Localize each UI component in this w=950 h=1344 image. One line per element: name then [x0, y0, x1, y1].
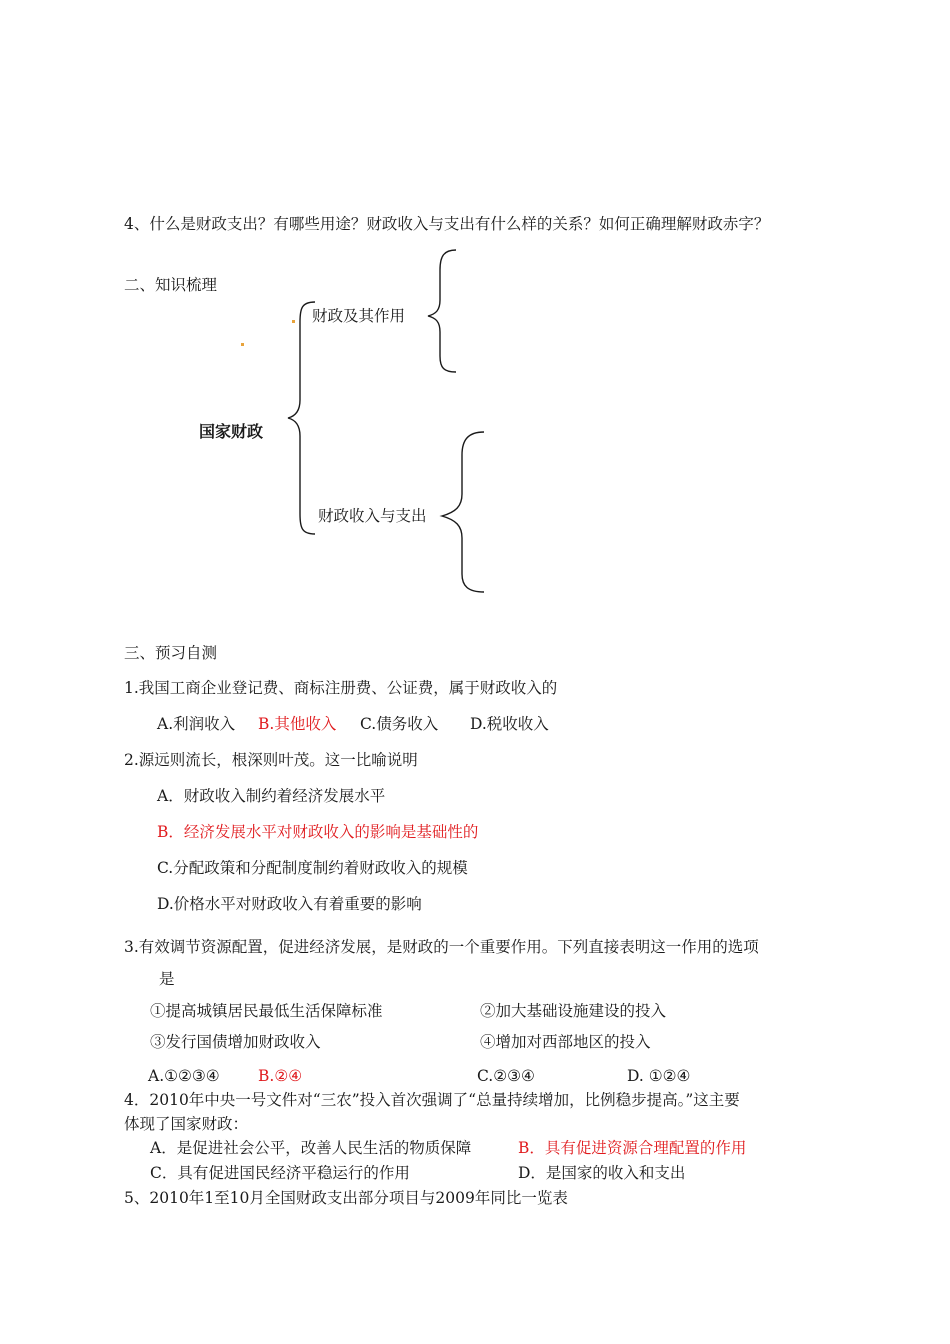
- q1-option-d: D.税收收入: [470, 715, 549, 733]
- q4-option-a: A．是促进社会公平，改善人民生活的物质保障: [150, 1139, 472, 1157]
- q4-stem-line2: 体现了国家财政：: [124, 1115, 249, 1133]
- q2-option-b: B．经济发展水平对财政收入的影响是基础性的: [157, 823, 479, 841]
- q5-stem: 5、2010年1至10月全国财政支出部分项目与2009年同比一览表: [124, 1189, 568, 1207]
- q4-option-c: C．具有促进国民经济平稳运行的作用: [150, 1164, 410, 1182]
- q1-option-a: A.利润收入: [157, 715, 236, 733]
- q3-item-2: ②加大基础设施建设的投入: [480, 1002, 667, 1020]
- q2-option-c: C.分配政策和分配制度制约着财政收入的规模: [157, 859, 468, 877]
- q4-option-b: B．具有促进资源合理配置的作用: [518, 1139, 747, 1157]
- q3-item-3: ③发行国债增加财政收入: [150, 1033, 321, 1051]
- q2-option-d: D.价格水平对财政收入有着重要的影响: [157, 895, 422, 913]
- q4-stem-line1: 4．2010年中央一号文件对“三农”投入首次强调了“总量持续增加，比例稳步提高。”这主要: [124, 1091, 740, 1109]
- branch-finance-role: 财政及其作用: [312, 307, 406, 325]
- q3-option-d: D. ①②④: [627, 1067, 691, 1085]
- q3-item-1: ①提高城镇居民最低生活保障标准: [150, 1002, 383, 1020]
- q3-stem-line2: 是: [159, 970, 175, 988]
- lower-sub-brace: [442, 432, 484, 592]
- decorative-mark: [241, 343, 244, 346]
- q3-option-a: A.①②③④: [148, 1067, 220, 1085]
- q3-option-b: B.②④: [258, 1067, 303, 1085]
- section-2-heading: 二、知识梳理: [124, 276, 218, 294]
- q2-option-a: A．财政收入制约着经济发展水平: [157, 787, 386, 805]
- q3-option-c: C.②③④: [477, 1067, 535, 1085]
- q1-option-b: B.其他收入: [258, 715, 337, 733]
- q1-stem: 1.我国工商企业登记费、商标注册费、公证费，属于财政收入的: [124, 679, 558, 697]
- q3-item-4: ④增加对西部地区的投入: [480, 1033, 651, 1051]
- q1-option-c: C.债务收入: [360, 715, 439, 733]
- root-national-finance: 国家财政: [199, 422, 264, 441]
- upper-sub-brace: [428, 250, 456, 372]
- q4-option-d: D．是国家的收入和支出: [518, 1164, 686, 1182]
- decorative-mark: [292, 320, 295, 323]
- branch-revenue-expenditure: 财政收入与支出: [318, 507, 427, 525]
- main-brace: [288, 302, 315, 534]
- review-question-4: 4、什么是财政支出？有哪些用途？财政收入与支出有什么样的关系？如何正确理解财政赤字？: [124, 215, 770, 233]
- q2-stem: 2.源远则流长，根深则叶茂。这一比喻说明: [124, 751, 418, 769]
- section-3-heading: 三、预习自测: [124, 644, 218, 662]
- q3-stem-line1: 3.有效调节资源配置，促进经济发展，是财政的一个重要作用。下列直接表明这一作用的选项: [124, 938, 759, 956]
